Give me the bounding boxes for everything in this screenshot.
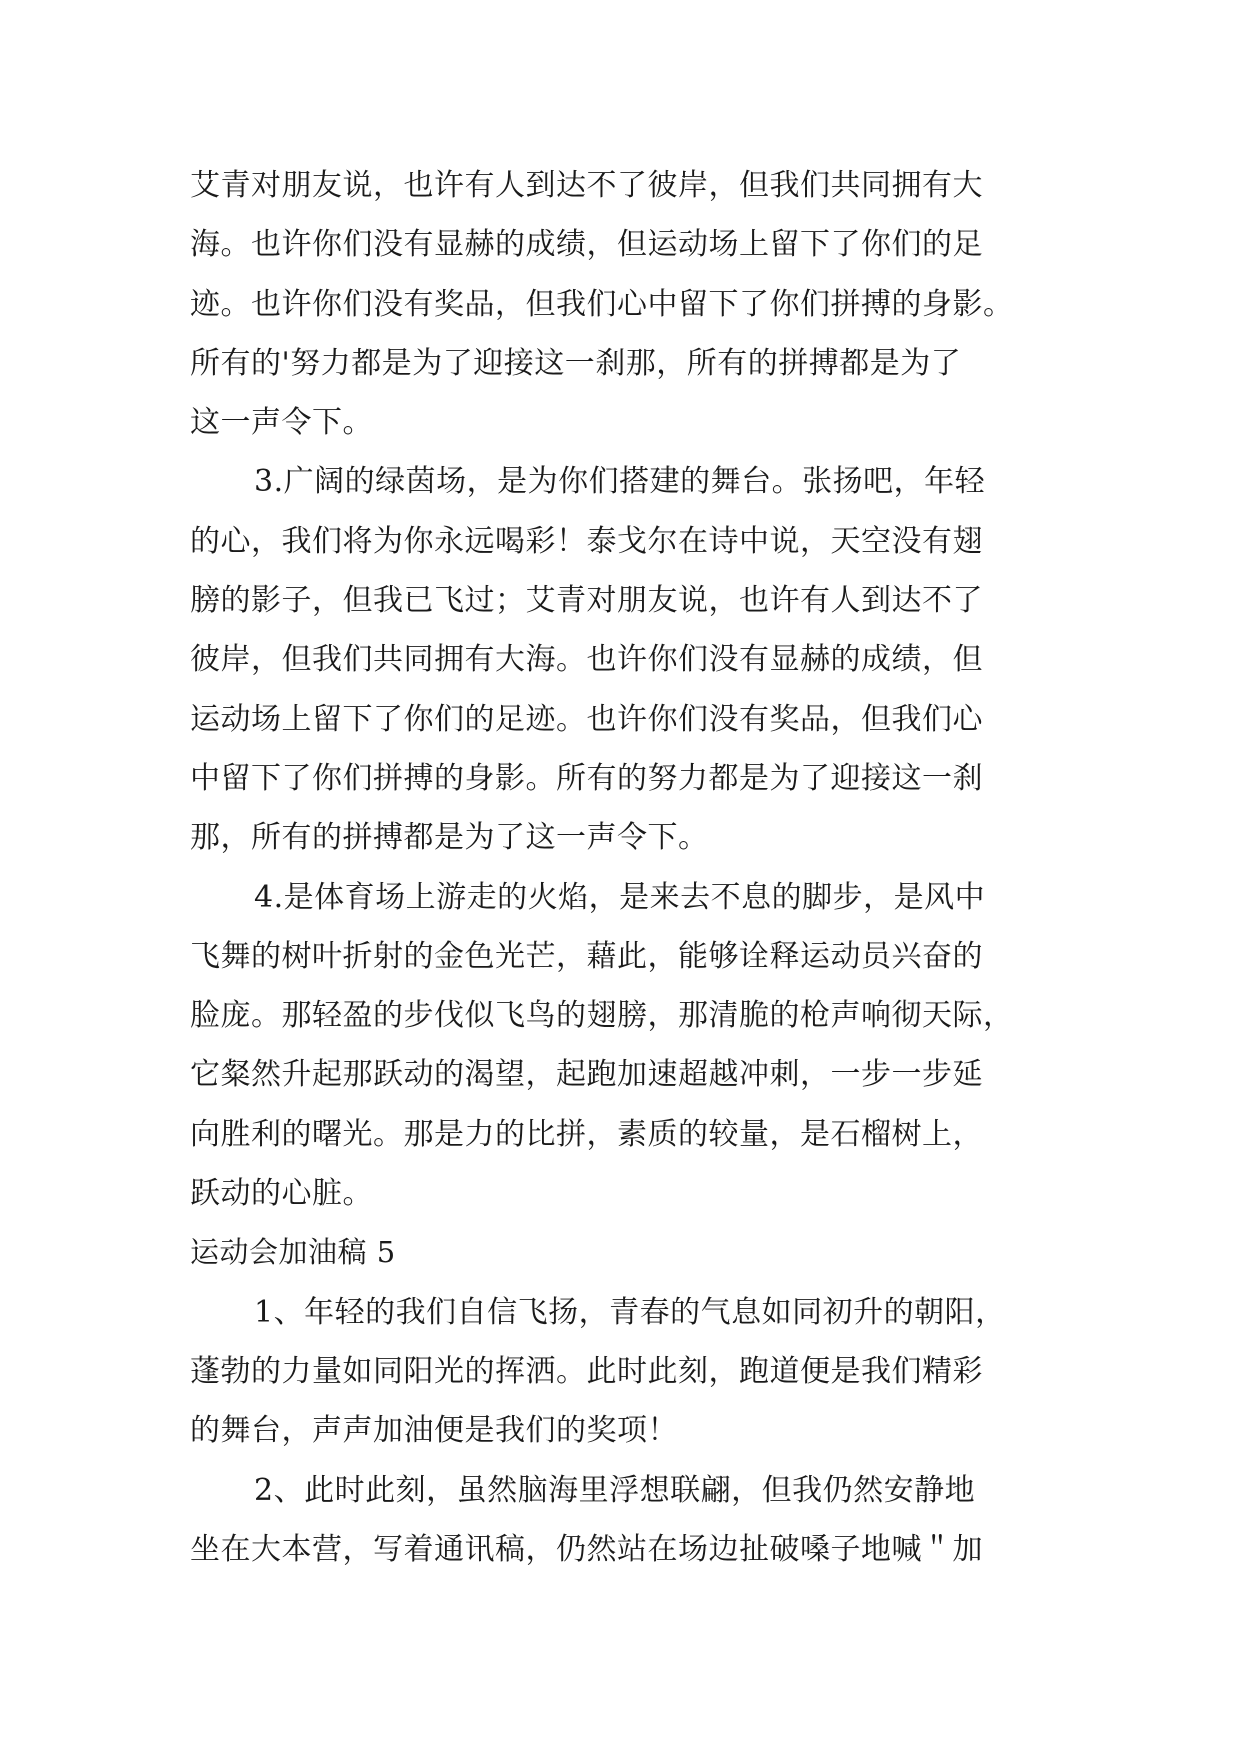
text-line: 跃动的心脏。 (190, 1176, 373, 1212)
paragraph-start-line: 2、此时此刻，虽然脑海里浮想联翩，但我仍然安静地 (254, 1472, 976, 1508)
text-line: 它粲然升起那跃动的渴望，起跑加速超越冲刺，一步一步延 (190, 1057, 983, 1093)
text-line: 迹。也许你们没有奖品，但我们心中留下了你们拼搏的身影。 (190, 286, 1014, 322)
text-line: 彼岸，但我们共同拥有大海。也许你们没有显赫的成绩，但 (190, 642, 983, 678)
paragraph-start-line: 1、年轻的我们自信飞扬，青春的气息如同初升的朝阳， (254, 1294, 1006, 1330)
text-line: 艾青对朋友说，也许有人到达不了彼岸，但我们共同拥有大 (190, 168, 983, 203)
text-line: 的舞台，声声加油便是我们的奖项！ (190, 1413, 678, 1449)
text-line: 向胜利的曙光。那是力的比拼，素质的较量，是石榴树上， (190, 1116, 983, 1152)
text-line: 蓬勃的力量如同阳光的挥洒。此时此刻，跑道便是我们精彩 (190, 1353, 983, 1389)
text-line: 坐在大本营，写着通讯稿，仍然站在场边扯破嗓子地喊＂加 (190, 1531, 983, 1567)
text-line: 的心，我们将为你永远喝彩！泰戈尔在诗中说，天空没有翅 (190, 523, 983, 559)
paragraph-start-line: 4.是体育场上游走的火焰，是来去不息的脚步，是风中 (254, 879, 986, 915)
text-line: 那，所有的拼搏都是为了这一声令下。 (190, 820, 709, 856)
text-line: 海。也许你们没有显赫的成绩，但运动场上留下了你们的足 (190, 227, 983, 263)
text-line: 膀的影子，但我已飞过；艾青对朋友说，也许有人到达不了 (190, 583, 983, 619)
text-line: 脸庞。那轻盈的步伐似飞鸟的翅膀，那清脆的枪声响彻天际， (190, 998, 1014, 1034)
section-heading: 运动会加油稿 5 (190, 1235, 396, 1270)
text-line: 这一声令下。 (190, 405, 373, 441)
text-line: 飞舞的树叶折射的金色光芒，藉此，能够诠释运动员兴奋的 (190, 938, 983, 974)
text-line: 中留下了你们拼搏的身影。所有的努力都是为了迎接这一刹 (190, 760, 983, 796)
text-line: 所有的'努力都是为了迎接这一刹那，所有的拼搏都是为了 (190, 345, 962, 381)
document-body (190, 156, 1050, 1579)
text-line: 运动场上留下了你们的足迹。也许你们没有奖品，但我们心 (190, 701, 983, 737)
paragraph-start-line: 3.广阔的绿茵场，是为你们搭建的舞台。张扬吧，年轻 (254, 464, 986, 500)
